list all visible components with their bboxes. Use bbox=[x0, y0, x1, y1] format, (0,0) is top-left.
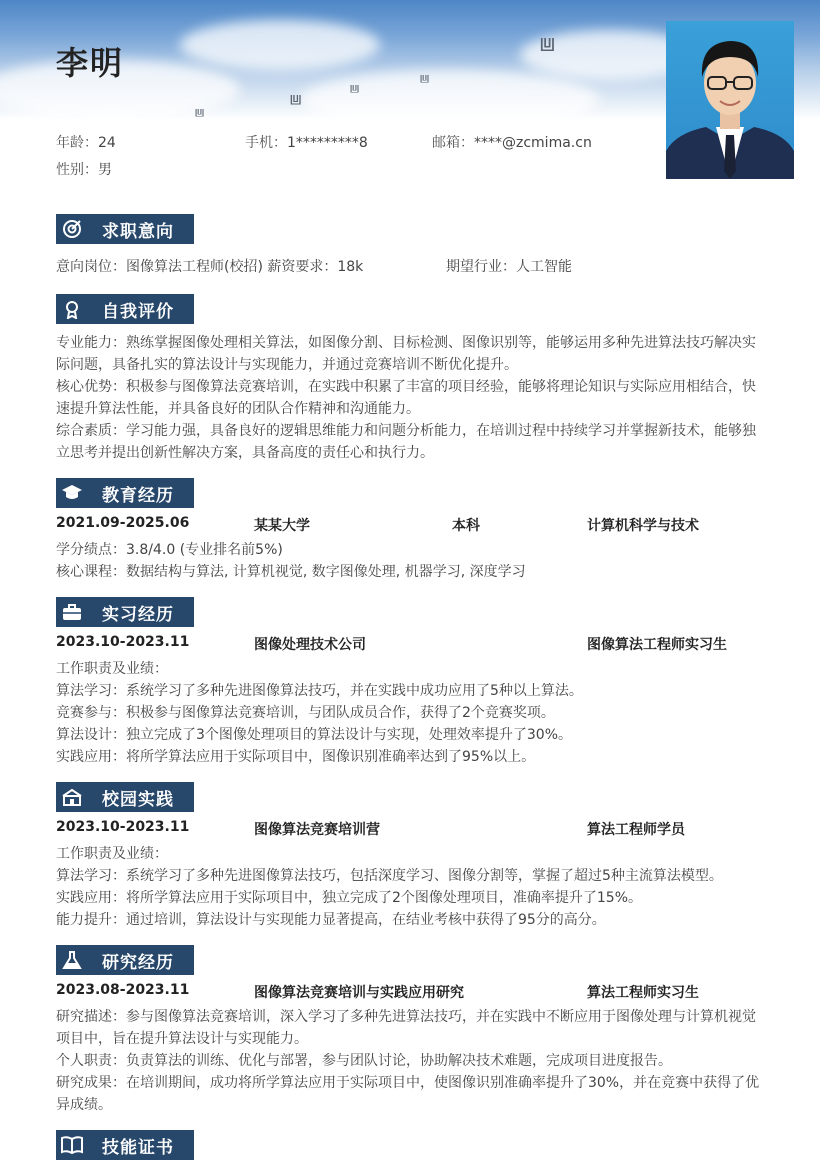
research-row bbox=[56, 982, 768, 1004]
bird-icon: ⩏ bbox=[420, 68, 430, 87]
section-title: 技能证书 bbox=[102, 1137, 174, 1158]
section-header-self bbox=[56, 294, 194, 324]
bird-icon: ⩏ bbox=[195, 102, 205, 120]
research-paragraph: 研究描述：参与图像算法竞赛培训，深入学习了多种先进算法技巧，并在实践中不断应用于图像处理与计算机视觉项目中，旨在提升算法设计与实现能力。 bbox=[56, 1009, 756, 1047]
age-field bbox=[56, 132, 116, 152]
phone-value: 1*********8 bbox=[287, 135, 368, 151]
gender-label: 性别： bbox=[56, 162, 98, 178]
research-role: 算法工程师实习生 bbox=[587, 985, 699, 1001]
section-header-education bbox=[56, 478, 194, 508]
intent-industry: 期望行业：人工智能 bbox=[446, 259, 572, 275]
edu-degree: 本科 bbox=[452, 518, 480, 534]
graduation-cap-icon bbox=[58, 478, 86, 508]
campus-org: 图像算法竞赛培训营 bbox=[254, 822, 380, 838]
intent-position: 意向岗位：图像算法工程师(校招) 薪资要求：18k bbox=[56, 259, 364, 275]
education-row bbox=[56, 515, 768, 537]
gender-value: 男 bbox=[98, 162, 112, 178]
section-header-skills bbox=[56, 1130, 194, 1160]
campus-role: 算法工程师学员 bbox=[587, 822, 685, 838]
gender-field bbox=[56, 159, 112, 179]
phone-label: 手机： bbox=[245, 135, 287, 151]
campus-row bbox=[56, 819, 768, 841]
email-value: ****@zcmima.cn bbox=[474, 135, 592, 151]
book-icon bbox=[58, 1130, 86, 1160]
bird-icon: ⩏ bbox=[350, 78, 360, 97]
section-title: 教育经历 bbox=[102, 485, 174, 506]
intern-date: 2023.10-2023.11 bbox=[56, 634, 190, 650]
intern-line: 工作职责及业绩： bbox=[56, 661, 168, 677]
edu-date: 2021.09-2025.06 bbox=[56, 515, 190, 531]
section-title: 研究经历 bbox=[102, 952, 174, 973]
edu-gpa: 学分绩点：3.8/4.0 (专业排名前5%) bbox=[56, 542, 283, 558]
campus-line: 工作职责及业绩： bbox=[56, 846, 168, 862]
section-title: 实习经历 bbox=[102, 604, 174, 625]
research-date: 2023.08-2023.11 bbox=[56, 982, 190, 998]
flask-icon bbox=[58, 945, 86, 975]
age-value: 24 bbox=[98, 135, 116, 151]
intern-line: 算法设计：独立完成了3个图像处理项目的算法设计与实现，处理效率提升了30%。 bbox=[56, 727, 573, 743]
age-label: 年龄： bbox=[56, 135, 98, 151]
section-header-campus bbox=[56, 782, 194, 812]
section-title: 自我评价 bbox=[102, 301, 174, 322]
phone-field bbox=[245, 132, 368, 152]
section-header-intent bbox=[56, 214, 194, 244]
intern-line: 竞赛参与：积极参与图像算法竞赛培训，与团队成员合作，获得了2个竞赛奖项。 bbox=[56, 705, 555, 721]
campus-date: 2023.10-2023.11 bbox=[56, 819, 190, 835]
award-icon bbox=[58, 294, 86, 324]
campus-line: 能力提升：通过培训，算法设计与实现能力显著提高，在结业考核中获得了95分的高分。 bbox=[56, 912, 606, 928]
campus-line: 实践应用：将所学算法应用于实际项目中，独立完成了2个图像处理项目，准确率提升了15%。 bbox=[56, 890, 643, 906]
candidate-name: 李明 bbox=[56, 44, 125, 82]
bird-icon: ⩏ bbox=[290, 86, 302, 110]
campus-line: 算法学习：系统学习了多种先进图像算法技巧，包括深度学习、图像分割等，掌握了超过5种主流算法模型。 bbox=[56, 868, 723, 884]
intern-company: 图像处理技术公司 bbox=[254, 637, 366, 653]
section-title: 求职意向 bbox=[102, 221, 174, 242]
research-project: 图像算法竞赛培训与实践应用研究 bbox=[254, 985, 464, 1001]
internship-row bbox=[56, 634, 768, 656]
section-header-research bbox=[56, 945, 194, 975]
email-label: 邮箱： bbox=[432, 135, 474, 151]
target-icon bbox=[58, 214, 86, 244]
section-header-internship bbox=[56, 597, 194, 627]
intern-role: 图像算法工程师实习生 bbox=[587, 637, 727, 653]
briefcase-icon bbox=[58, 597, 86, 627]
self-eval-paragraph: 专业能力：熟练掌握图像处理相关算法，如图像分割、目标检测、图像识别等，能够运用多种先进算法技巧解决实际问题，具备扎实的算法设计与实现能力，并通过竞赛培训不断优化提升。 bbox=[56, 335, 756, 373]
avatar bbox=[666, 21, 794, 179]
self-eval-paragraph: 核心优势：积极参与图像算法竞赛培训，在实践中积累了丰富的项目经验，能够将理论知识与实际应用相结合，快速提升算法性能，并具备良好的团队合作精神和沟通能力。 bbox=[56, 379, 756, 417]
edu-courses: 核心课程：数据结构与算法, 计算机视觉, 数字图像处理, 机器学习, 深度学习 bbox=[56, 564, 526, 580]
intern-line: 算法学习：系统学习了多种先进图像算法技巧，并在实践中成功应用了5种以上算法。 bbox=[56, 683, 583, 699]
self-eval-paragraph: 综合素质：学习能力强，具备良好的逻辑思维能力和问题分析能力，在培训过程中持续学习并掌握新技术，能够独立思考并提出创新性解决方案，具备高度的责任心和执行力。 bbox=[56, 423, 756, 461]
edu-school: 某某大学 bbox=[254, 518, 310, 534]
section-title: 校园实践 bbox=[102, 789, 174, 810]
intern-line: 实践应用：将所学算法应用于实际项目中，图像识别准确率达到了95%以上。 bbox=[56, 749, 536, 765]
edu-major: 计算机科学与技术 bbox=[587, 518, 699, 534]
school-building-icon bbox=[58, 782, 86, 812]
research-paragraph: 个人职责：负责算法的训练、优化与部署，参与团队讨论，协助解决技术难题，完成项目进度报告。 bbox=[56, 1053, 672, 1069]
email-field bbox=[432, 132, 592, 152]
bird-icon: ⩏ bbox=[540, 28, 555, 58]
research-paragraph: 研究成果：在培训期间，成功将所学算法应用于实际项目中，使图像识别准确率提升了30%，并在竞赛中获得了优异成绩。 bbox=[56, 1075, 760, 1113]
